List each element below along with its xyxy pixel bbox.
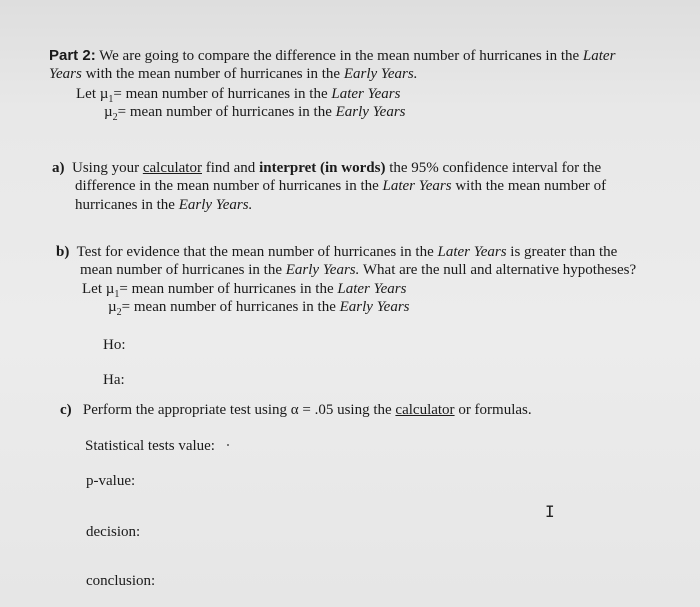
stray-dot-mark: [227, 444, 229, 446]
part2-label: Part 2:: [49, 47, 96, 64]
part-b-letter: b): [56, 244, 70, 260]
decision-label: decision:: [86, 524, 141, 540]
part-c-letter: c): [60, 402, 72, 418]
part-a-line3: hurricanes in the Early Years.: [75, 197, 253, 213]
part2-mu1-definition: Let µ$_1$= mean number of hurricanes in the Later Years: [76, 86, 401, 105]
statistical-test-value-label: Statistical tests value:: [85, 438, 215, 454]
calculator-link-c: calculator: [395, 402, 455, 418]
part-b-line1: b) Test for evidence that the mean number of hurricanes in the Later Years is greater than the: [56, 244, 618, 260]
part-c-line1: c) Perform the appropriate test using α = .05 using the calculator or formulas.: [60, 402, 532, 418]
part2-mu2-definition: µ$_2$= mean number of hurricanes in the Early Years: [104, 104, 406, 123]
alternative-hypothesis-label: Ha:: [103, 372, 125, 388]
part-a-letter: a): [52, 160, 65, 176]
calculator-link-a: calculator: [142, 160, 202, 176]
part-b-line2: mean number of hurricanes in the Early Years. What are the null and alternative hypotheses?: [80, 262, 637, 278]
part-a-line1: a) Using your calculator find and interpret (in words) the 95% confidence interval for the: [52, 160, 602, 176]
p-value-label: p-value:: [86, 473, 136, 489]
part-b-mu1-definition: Let µ$_1$= mean number of hurricanes in the Later Years: [82, 281, 407, 300]
part-a-line2: difference in the mean number of hurricanes in the Later Years with the mean number of: [75, 178, 607, 194]
conclusion-label: conclusion:: [86, 573, 156, 589]
part-b-mu2-definition: µ$_2$= mean number of hurricanes in the Early Years: [108, 299, 410, 318]
text-cursor-icon: I: [545, 502, 555, 521]
part2-line2: Years with the mean number of hurricanes in the Early Years.: [49, 66, 418, 82]
part2-line1: Part 2: We are going to compare the difference in the mean number of hurricanes in the Later: [49, 47, 616, 64]
null-hypothesis-label: Ho:: [103, 337, 126, 353]
